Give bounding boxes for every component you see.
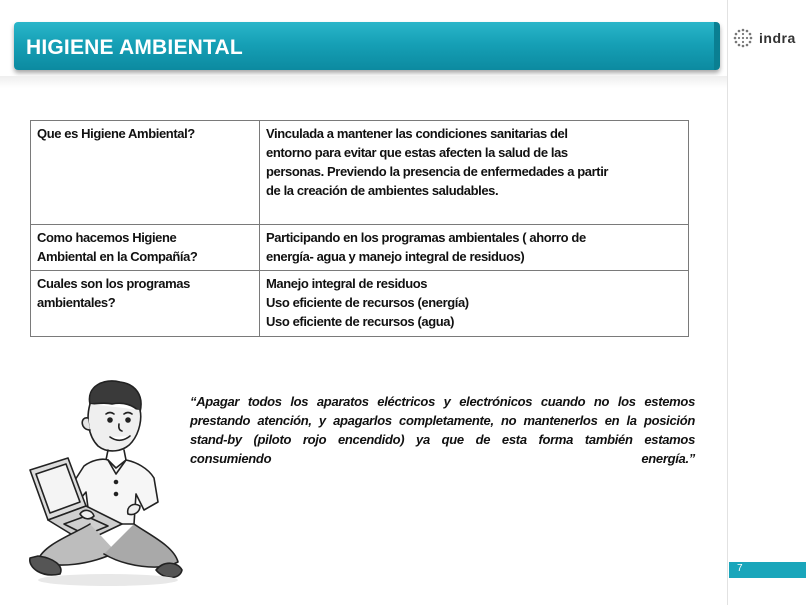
answer-cell — [260, 225, 689, 271]
question-text: Que es Higiene Ambiental? — [37, 126, 195, 141]
brand-name: indra — [759, 30, 796, 46]
question-line: ambientales? — [37, 295, 116, 310]
question-line: Ambiental en la Compañía? — [37, 249, 198, 264]
table-row — [31, 271, 689, 337]
question-cell — [31, 121, 260, 225]
answer-line: Uso eficiente de recursos (energía) — [266, 295, 469, 310]
answer-cell — [260, 271, 689, 337]
boy-with-laptop-illustration — [24, 374, 184, 590]
question-line: Cuales son los programas — [37, 276, 190, 291]
right-margin-rule — [727, 0, 728, 605]
answer-line: Manejo integral de residuos — [266, 276, 428, 291]
indra-logo-icon — [733, 28, 753, 48]
answer-line: de la creación de ambientes saludables. — [266, 183, 499, 198]
answer-line: entorno para evitar que estas afecten la salud de las — [266, 145, 568, 160]
page-number: 7 — [737, 563, 743, 574]
info-table — [30, 120, 689, 337]
brand-logo — [733, 26, 803, 50]
table-row — [31, 121, 689, 225]
energy-saving-quote: “Apagar todos los aparatos eléctricos y electrónicos cuando no los estemos prestando atención, y apagarlos completamente, no mantenerlos en la posición stand-by (piloto rojo encendido) ya que de esta forma también estamos consumiendo energía.” — [190, 394, 695, 466]
question-cell — [31, 225, 260, 271]
header-shadow — [0, 76, 727, 88]
question-cell — [31, 271, 260, 337]
answer-line: Vinculada a mantener las condiciones sanitarias del — [266, 126, 568, 141]
page-title: HIGIENE AMBIENTAL — [26, 36, 243, 59]
answer-line: personas. Previendo la presencia de enfermedades a partir — [266, 164, 609, 179]
answer-line: Uso eficiente de recursos (agua) — [266, 314, 455, 329]
question-line: Como hacemos Higiene — [37, 230, 177, 245]
answer-line: energía- agua y manejo integral de residuos) — [266, 249, 525, 264]
answer-line: Participando en los programas ambientales ( ahorro de — [266, 230, 586, 245]
answer-cell — [260, 121, 689, 225]
table-row — [31, 225, 689, 271]
